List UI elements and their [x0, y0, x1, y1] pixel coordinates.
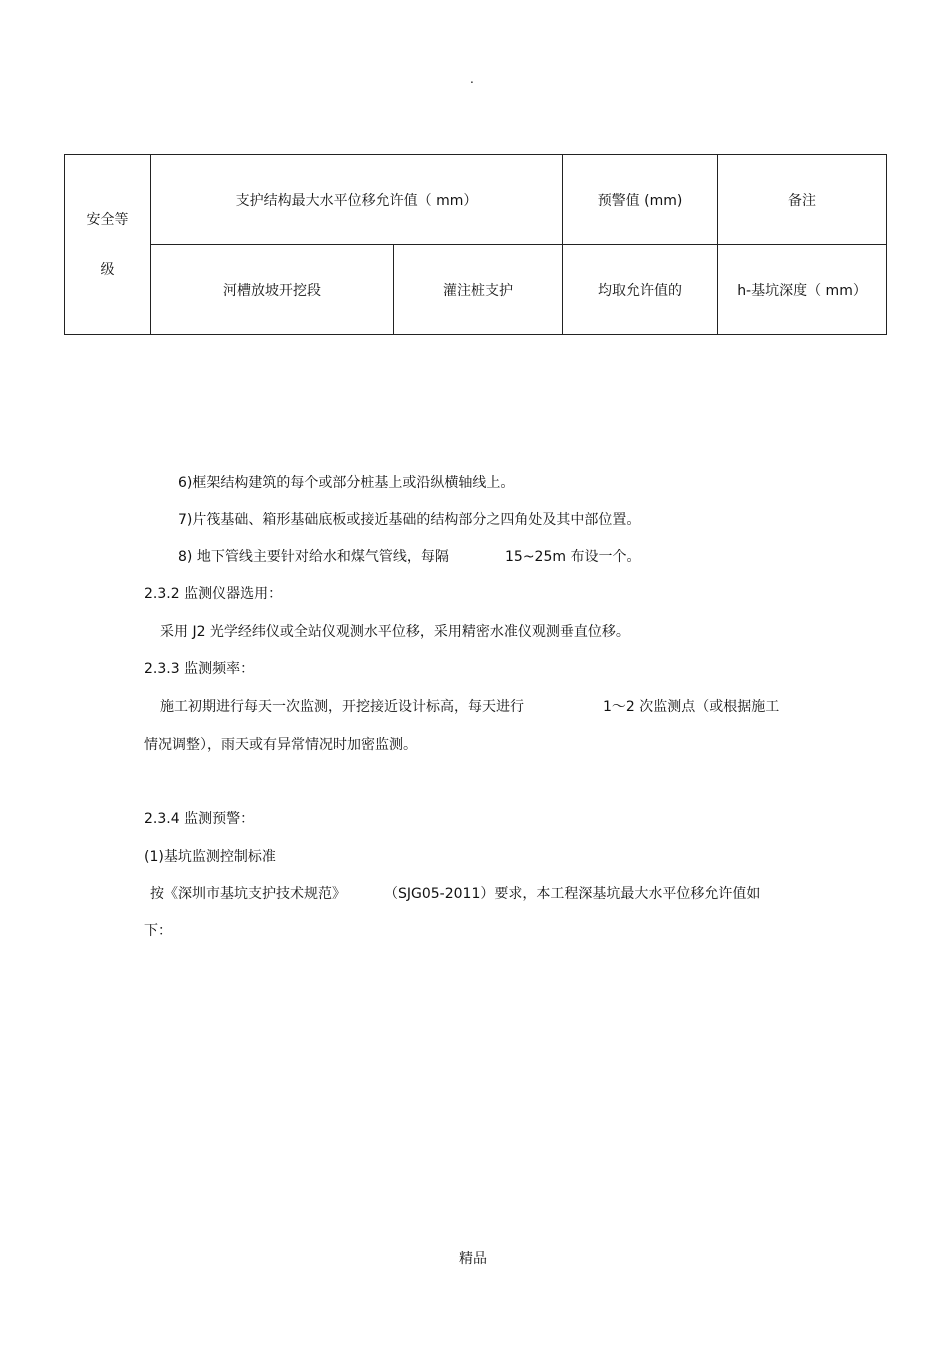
max-displacement-header: 支护结构最大水平位移允许值（ mm）: [151, 155, 563, 245]
list-item-7: 7)片筏基础、箱形基础底板或接近基础的结构部分之四角处及其中部位置。: [178, 512, 641, 528]
table-header-row: [65, 155, 887, 245]
paragraph-2-3-3-part1: 施工初期进行每天一次监测，开挖接近设计标高，每天进行: [160, 699, 524, 715]
footer-label: 精品: [459, 1251, 487, 1267]
table-subheader-row: [65, 245, 887, 335]
subheading-control-standard: (1)基坑监测控制标准: [144, 849, 276, 865]
pile-support-cell: 灌注桩支护: [394, 245, 563, 335]
list-item-8-part1: 8) 地下管线主要针对给水和煤气管线，每隔: [178, 549, 449, 565]
paragraph-2-3-4-part2: （SJG05-2011）要求，本工程深基坑最大水平位移允许值如: [384, 886, 761, 902]
warning-value-cell: 均取允许值的: [563, 245, 718, 335]
list-item-8-part2: 15~25m 布设一个。: [505, 549, 641, 565]
monitoring-standard-table: [64, 154, 887, 335]
section-heading-2-3-3: 2.3.3 监测频率：: [144, 661, 255, 677]
list-item-6: 6)框架结构建筑的每个或部分桩基上或沿纵横轴线上。: [178, 475, 515, 491]
remark-cell: h-基坑深度（ mm）: [718, 245, 887, 335]
slope-excavation-cell: 河槽放坡开挖段: [151, 245, 394, 335]
warning-value-header: 预警值 (mm): [563, 155, 718, 245]
safety-grade-line2: 级: [100, 261, 115, 278]
section-heading-2-3-4: 2.3.4 监测预警：: [144, 811, 255, 827]
header-dot: .: [470, 72, 474, 86]
safety-grade-header: [65, 155, 151, 335]
safety-grade-line1: 安全等: [86, 211, 129, 228]
section-heading-2-3-2: 2.3.2 监测仪器选用：: [144, 586, 283, 602]
paragraph-2-3-3-part3: 情况调整），雨天或有异常情况时加密监测。: [144, 737, 417, 753]
paragraph-2-3-3-part2: 1～2 次监测点（或根据施工: [603, 699, 780, 715]
paragraph-2-3-4-part1: 按《深圳市基坑支护技术规范》: [150, 886, 346, 902]
remark-header: 备注: [718, 155, 887, 245]
paragraph-2-3-4-part3: 下：: [144, 923, 172, 939]
paragraph-2-3-2: 采用 J2 光学经纬仪或全站仪观测水平位移，采用精密水准仪观测垂直位移。: [160, 624, 630, 640]
